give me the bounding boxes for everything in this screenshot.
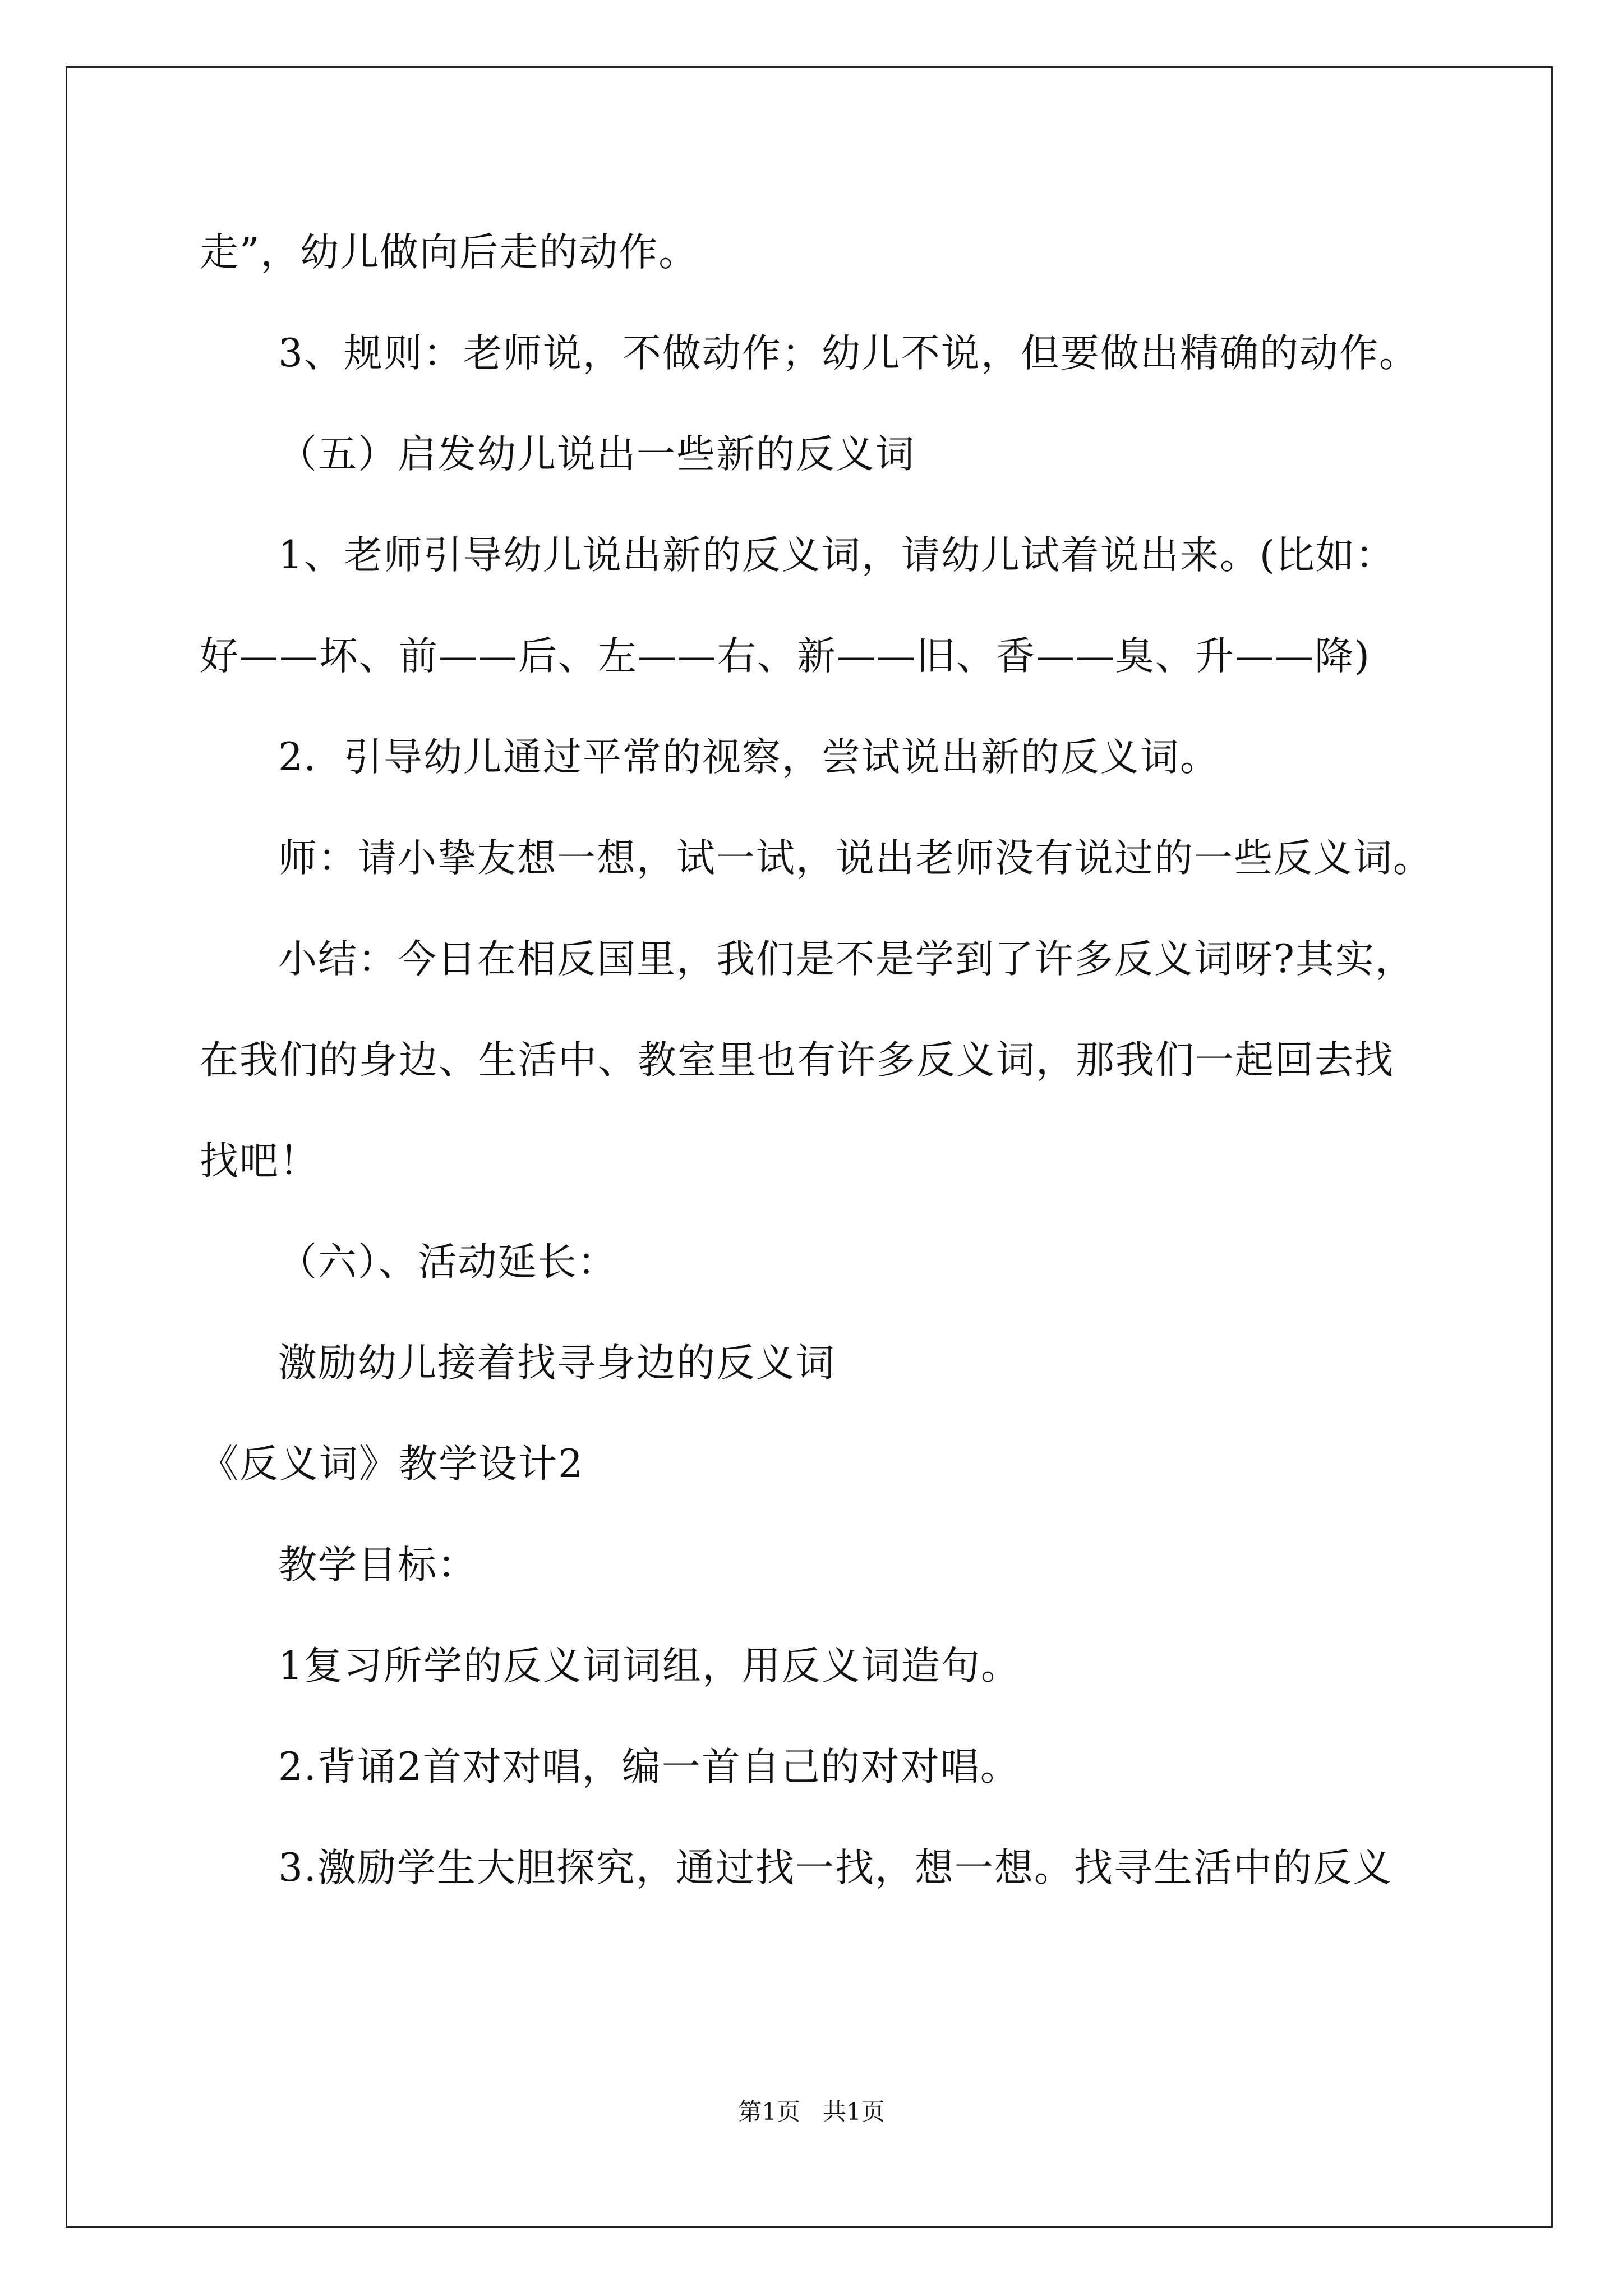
section-heading-5: （五）启发幼儿说出一些新的反义词 (278, 432, 915, 477)
text-line-2: 3、规则：老师说，不做动作；幼儿不说，但要做出精确的动作。 (278, 331, 1419, 376)
goal-item-2: 2.背诵2首对对唱，编一首自己的对对唱。 (278, 1745, 1020, 1789)
subheading-goals: 教学目标： (278, 1543, 477, 1588)
text-line-10: 找吧！ (200, 1139, 319, 1184)
text-line-4: 1、老师引导幼儿说出新的反义词，请幼儿试着说出来。(比如： (278, 533, 1395, 578)
text-line-5: 好——坏、前——后、左——右、新——旧、香——臭、升——降) (200, 634, 1371, 679)
text-line-12: 激励幼儿接着找寻身边的反义词 (278, 1341, 836, 1386)
document-title: 《反义词》教学设计2 (200, 1442, 584, 1487)
text-line-9: 在我们的身边、生活中、教室里也有许多反义词，那我们一起回去找 (200, 1038, 1394, 1083)
text-line-6: 2．引导幼儿通过平常的视察，尝试说出新的反义词。 (278, 735, 1220, 780)
text-line-8: 小结：今日在相反国里，我们是不是学到了许多反义词呀?其实， (278, 937, 1415, 982)
text-line-7: 师：请小挚友想一想，试一试，说出老师没有说过的一些反义词。 (278, 836, 1433, 881)
goal-item-3: 3.激励学生大胆探究，通过找一找，想一想。找寻生活中的反义 (278, 1846, 1393, 1890)
section-heading-6: （六）、活动延长： (278, 1240, 617, 1285)
page-footer: 第1页 共1页 (738, 2098, 885, 2125)
goal-item-1: 1复习所学的反义词词组，用反义词造句。 (278, 1644, 1021, 1688)
text-line-1: 走”，幼儿做向后走的动作。 (200, 230, 699, 275)
